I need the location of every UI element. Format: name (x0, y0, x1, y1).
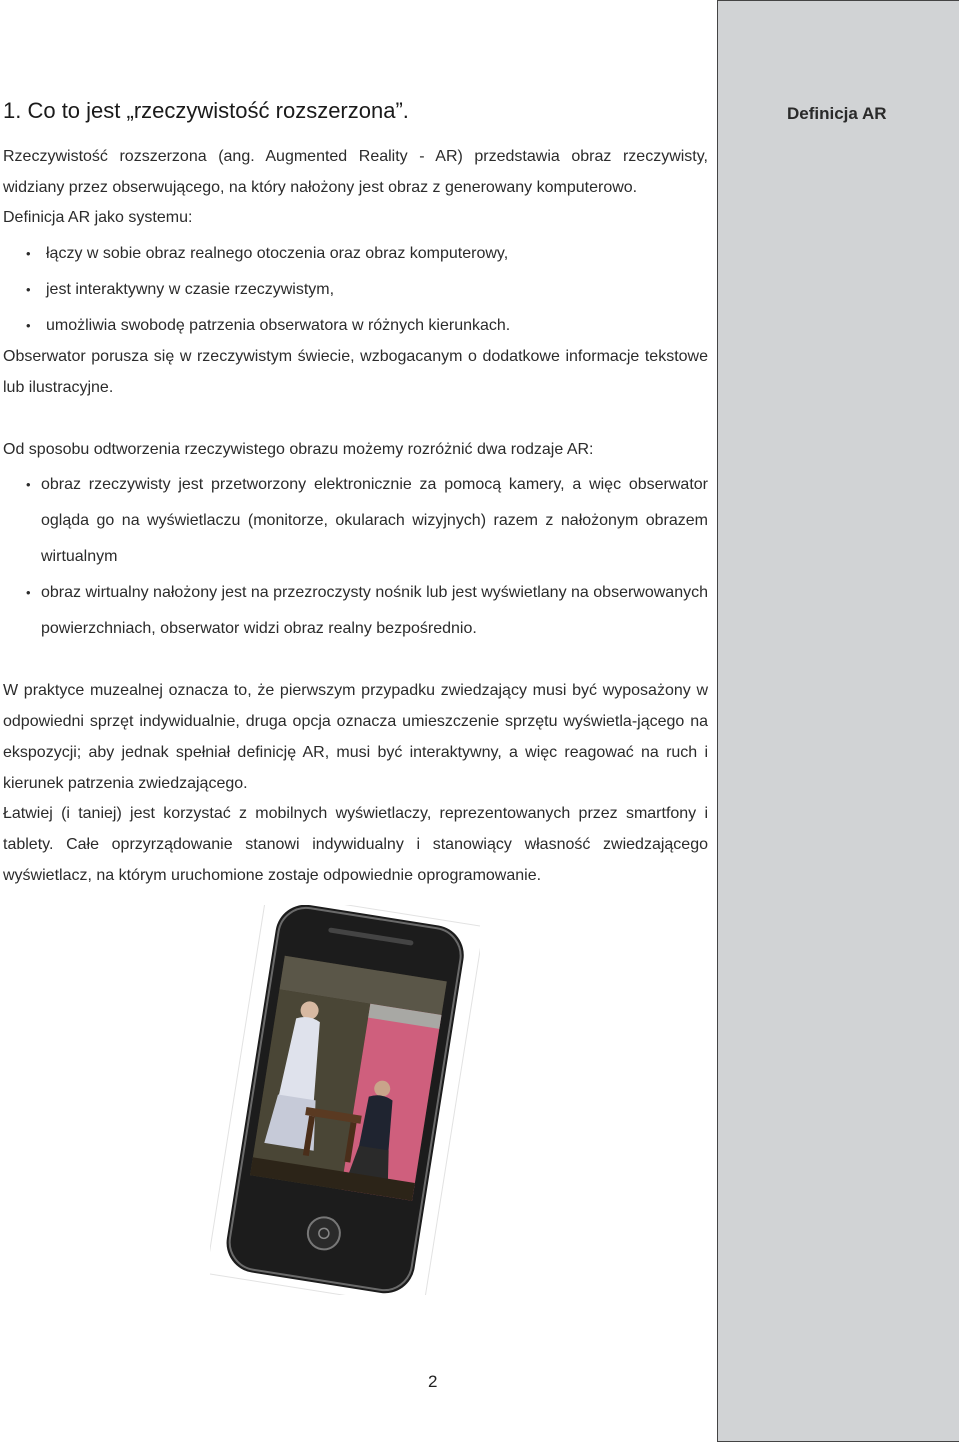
smartphone-icon (210, 905, 480, 1295)
list-item: • obraz wirtualny nałożony jest na przezroczysty nośnik lub jest wyświetlany na obserwowanych powierzchniach, obserwator widzi obraz realny bezpośrednio. (0, 575, 708, 647)
list-item: • umożliwia swobodę patrzenia obserwatora w różnych kierunkach. (0, 308, 708, 344)
practice-paragraph: W praktyce muzealnej oznacza to, że pierwszym przypadku zwiedzający musi być wyposażony w odpowiedni sprzęt indywidualnie, druga opcja oznacza umieszczenie sprzętu wyświetla-jącego na ekspozycji; aby jednak spełniał definicję AR, musi być interaktywny, a więc reagować na ruch i kierunek patrzenia zwiedzającego. (3, 682, 708, 792)
page-number: 2 (428, 1372, 438, 1391)
sidebar-panel (717, 0, 959, 1442)
definition-lead: Definicja AR jako systemu: (3, 209, 193, 226)
list-item: • łączy w sobie obraz realnego otoczenia oraz obraz komputerowy, (0, 236, 708, 272)
page-title: 1. Co to jest „rzeczywistość rozszerzona”. (3, 98, 409, 123)
smartphone-photo (210, 905, 480, 1295)
list-item: • jest interaktywny w czasie rzeczywistym, (0, 272, 708, 308)
ar-types-list (0, 467, 708, 647)
definition-list (0, 236, 708, 344)
list-item: • obraz rzeczywisty jest przetworzony elektronicznie za pomocą kamery, a więc obserwator ogląda go na wyświetlaczu (monitorze, okularach wizyjnych) razem z nałożonym obrazem wirtualnym (0, 467, 708, 575)
sidebar-title: Definicja AR (787, 104, 887, 123)
mobile-paragraph: Łatwiej (i taniej) jest korzystać z mobilnych wyświetlaczy, reprezentowanych przez smartfony i tablety. Całe oprzyrządowanie stanowi indywidualny i stanowiący własność zwiedzającego wyświetlacz, na którym uruchomione zostaje odpowiednie oprogramowanie. (3, 805, 708, 884)
intro-paragraph: Rzeczywistość rozszerzona (ang. Augmented Reality - AR) przedstawia obraz rzeczywisty, widziany przez obserwującego, na który nałożony jest obraz z generowany komputerowo. (3, 148, 708, 196)
types-lead: Od sposobu odtworzenia rzeczywistego obrazu możemy rozróżnić dwa rodzaje AR: (3, 441, 594, 458)
observer-paragraph: Obserwator porusza się w rzeczywistym świecie, wzbogacanym o dodatkowe informacje tekstowe lub ilustracyjne. (3, 348, 708, 396)
